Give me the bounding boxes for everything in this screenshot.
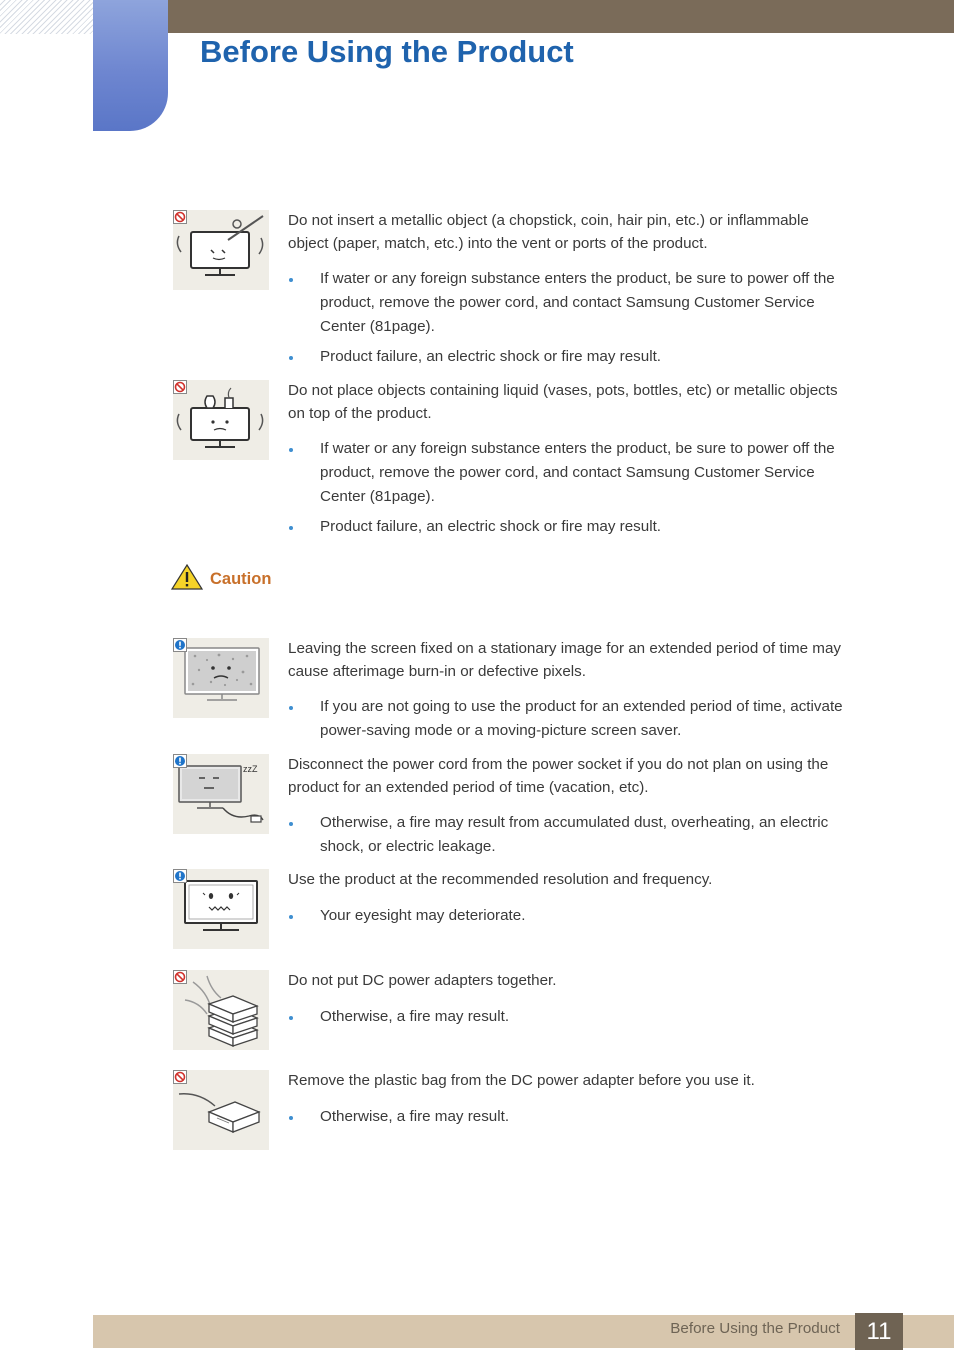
bullet-dot-icon (289, 356, 293, 360)
monitor-with-chopstick-icon (173, 210, 269, 290)
bullet-dot-icon (289, 706, 293, 710)
bullet-dot-icon (289, 526, 293, 530)
header-hatch-pattern (0, 0, 93, 34)
item-text (288, 754, 848, 865)
illustration-sleeping-monitor (173, 754, 269, 834)
monitor-face-icon (173, 869, 269, 949)
prohibited-icon (173, 1070, 187, 1084)
bullet-item: Otherwise, a fire may result. (288, 1105, 848, 1129)
item-description: Leaving the screen fixed on a stationary image for an extended period of time may cause afterimage burn-in or defective pixels. (288, 640, 841, 680)
bullet-dot-icon (289, 1016, 293, 1020)
bullet-dot-icon (289, 278, 293, 282)
bullet-dot-icon (289, 1116, 293, 1120)
bullet-dot-icon (289, 822, 293, 826)
monitor-static-noise-icon (173, 638, 269, 718)
caution-heading (171, 564, 272, 592)
caution-label: Caution (210, 570, 272, 588)
illustration-monitor-with-chopstick (173, 210, 269, 290)
item-description: Remove the plastic bag from the DC power adapter before you use it. (288, 1072, 755, 1089)
illustration-stacked-adapters (173, 970, 269, 1050)
zzz-text: zzZ (243, 764, 258, 774)
prohibited-icon (173, 210, 187, 224)
illustration-power-adapter (173, 1070, 269, 1150)
page-number: 11 (855, 1313, 903, 1350)
info-icon (173, 869, 187, 883)
item-description: Disconnect the power cord from the power socket if you do not plan on using the product for an extended period of time (vacation, etc). (288, 756, 829, 796)
power-adapter-icon (173, 1070, 269, 1150)
item-text (288, 1070, 848, 1135)
item-description: Do not put DC power adapters together. (288, 972, 557, 989)
item-text (288, 970, 848, 1035)
item-text (288, 380, 848, 545)
bullet-item: Otherwise, a fire may result from accumulated dust, overheating, an electric shock, or electric leakage. (288, 811, 848, 859)
info-icon (173, 638, 187, 652)
bullet-list (288, 695, 848, 743)
prohibited-icon (173, 380, 187, 394)
bullet-dot-icon (289, 915, 293, 919)
bullet-item: Product failure, an electric shock or fire may result. (288, 515, 848, 539)
item-text (288, 638, 848, 749)
bullet-list (288, 904, 848, 928)
prohibited-icon (173, 970, 187, 984)
chapter-tab (93, 0, 168, 131)
item-description: Do not insert a metallic object (a chopstick, coin, hair pin, etc.) or inflammable object (paper, match, etc.) into the vent or ports of the product. (288, 212, 809, 252)
illustration-monitor-static (173, 638, 269, 718)
bullet-item: Product failure, an electric shock or fire may result. (288, 345, 848, 369)
header-bar (168, 0, 954, 33)
bullet-list (288, 437, 848, 539)
bullet-item: If you are not going to use the product for an extended period of time, activate power-saving mode or a moving-picture screen saver. (288, 695, 848, 743)
bullet-item: Otherwise, a fire may result. (288, 1005, 848, 1029)
footer-section-label: Before Using the Product (670, 1320, 840, 1337)
warning-triangle-icon (171, 564, 203, 590)
bullet-list (288, 1005, 848, 1029)
item-description: Use the product at the recommended resolution and frequency. (288, 871, 713, 888)
item-text (288, 210, 848, 375)
monitor-with-vase-icon (173, 380, 269, 460)
bullet-item: Your eyesight may deteriorate. (288, 904, 848, 928)
bullet-item: If water or any foreign substance enters the product, be sure to power off the product, remove the power cord, and contact Samsung Customer Service Center (81page). (288, 267, 848, 339)
illustration-monitor-with-vase (173, 380, 269, 460)
page-title: Before Using the Product (200, 34, 574, 69)
item-description: Do not place objects containing liquid (vases, pots, bottles, etc) or metallic objects on top of the product. (288, 382, 838, 422)
bullet-list (288, 811, 848, 859)
bullet-list (288, 267, 848, 369)
sleeping-monitor-icon (173, 754, 269, 834)
illustration-monitor-face (173, 869, 269, 949)
bullet-list (288, 1105, 848, 1129)
bullet-dot-icon (289, 448, 293, 452)
info-icon (173, 754, 187, 768)
item-text (288, 869, 848, 934)
bullet-item: If water or any foreign substance enters the product, be sure to power off the product, remove the power cord, and contact Samsung Customer Service Center (81page). (288, 437, 848, 509)
stacked-adapters-icon (173, 970, 269, 1050)
